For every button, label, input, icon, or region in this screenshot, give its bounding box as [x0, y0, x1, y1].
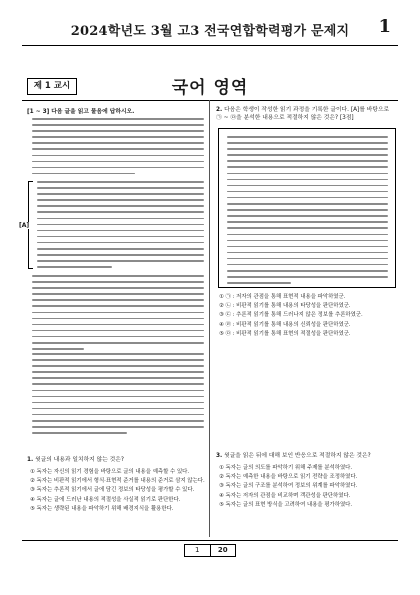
question-3-choice[interactable]: ⑤ 독자는 글의 표현 방식을 고려하여 내용을 평가하였다.	[219, 501, 353, 508]
question-3-number: 3.	[216, 453, 223, 459]
question-1-number: 1.	[27, 457, 34, 463]
question-2-text-line2: ㉠ ~ ㉤을 분석한 내용으로 적절하지 않은 것은? [3점]	[216, 115, 354, 121]
question-3-text: 윗글을 읽은 뒤에 대해 보인 반응으로 적절하지 않은 것은?	[224, 453, 371, 459]
passage-paragraph-4	[32, 353, 204, 438]
subject-title: 국어 영역	[171, 78, 249, 98]
header-rule	[22, 45, 398, 46]
question-1-stem	[27, 456, 207, 464]
question-2-choice[interactable]: ⑤ ㉤ : 비판적 읽기를 통해 표현의 적절성을 판단하였군.	[219, 330, 351, 337]
column-divider	[209, 100, 210, 537]
question-2-text-line1: 다음은 학생이 작성한 읽기 과정을 기록한 글이다. [A]를 바탕으로	[224, 107, 390, 113]
passage-paragraph-3	[32, 275, 204, 354]
question-1-text: 윗글의 내용과 일치하지 않는 것은?	[35, 457, 124, 463]
section-heading: [1 ~ 3] 다음 글을 읽고 물음에 답하시오.	[27, 109, 135, 115]
footer-rule	[22, 540, 398, 541]
question-2-choice[interactable]: ③ ㉢ : 추론적 읽기를 통해 드러나지 않은 정보를 추론하였군.	[219, 312, 363, 319]
subject-rule	[22, 100, 398, 101]
question-1-choice[interactable]: ① 독자는 자신의 읽기 경험을 바탕으로 글의 내용을 예측할 수 있다.	[30, 469, 190, 475]
question-2-choices	[219, 293, 396, 339]
question-3-choice[interactable]: ② 독자는 예측한 내용을 바탕으로 읽기 전략을 조정하였다.	[219, 474, 358, 481]
exam-title: 2024학년도 3월 고3 전국연합학력평가 문제지	[70, 24, 350, 39]
student-writing-text	[227, 136, 388, 288]
question-2-choice[interactable]: ① ㉠ : 저자의 관점을 통해 표현적 내용을 파악하였군.	[219, 294, 346, 300]
session-label: 제 1 교시	[27, 78, 77, 95]
question-1-choice[interactable]: ④ 독자는 글에 드러난 내용의 적절성을 사실적 읽기로 판단한다.	[30, 496, 181, 503]
bracket-label: [A]	[19, 222, 30, 229]
question-3-stem	[216, 452, 396, 460]
page-footer	[184, 544, 236, 557]
question-3-choice[interactable]: ③ 독자는 글의 구조를 분석하여 정보의 위계를 파악하였다.	[219, 483, 358, 490]
question-1-choice[interactable]: ③ 독자는 추론적 읽기에서 글에 담긴 정보의 타당성을 평가할 수 있다.	[30, 487, 195, 494]
page-number: 1	[378, 16, 391, 37]
passage-paragraph-1	[32, 118, 204, 179]
question-1-choice[interactable]: ⑤ 독자는 생략된 내용을 파악하기 위해 배경지식을 활용한다.	[30, 505, 174, 512]
footer-current-page: 1	[185, 545, 211, 556]
question-2-choice[interactable]: ④ ㉣ : 비판적 읽기를 통해 내용의 신뢰성을 판단하였군.	[219, 321, 351, 328]
student-writing-box	[218, 128, 396, 288]
passage-paragraph-2	[37, 181, 204, 272]
question-1-choices	[30, 468, 206, 514]
question-1-choice[interactable]: ② 독자는 비판적 읽기에서 형식·표현적 준거를 내용의 준거로 삼지 않는다.	[30, 478, 205, 485]
footer-total-pages: 20	[217, 546, 228, 554]
question-3-choice[interactable]: ④ 독자는 저자의 관점을 비교하며 객관성을 판단하였다.	[219, 492, 351, 499]
question-3-choice[interactable]: ① 독자는 글의 의도를 파악하기 위해 주제를 분석하였다.	[219, 465, 353, 471]
question-2-choice[interactable]: ② ㉡ : 비판적 읽기를 통해 내용의 타당성을 판단하였군.	[219, 303, 351, 310]
question-2-stem	[216, 106, 396, 122]
question-2-number: 2.	[216, 107, 223, 113]
question-3-choices	[219, 464, 396, 510]
